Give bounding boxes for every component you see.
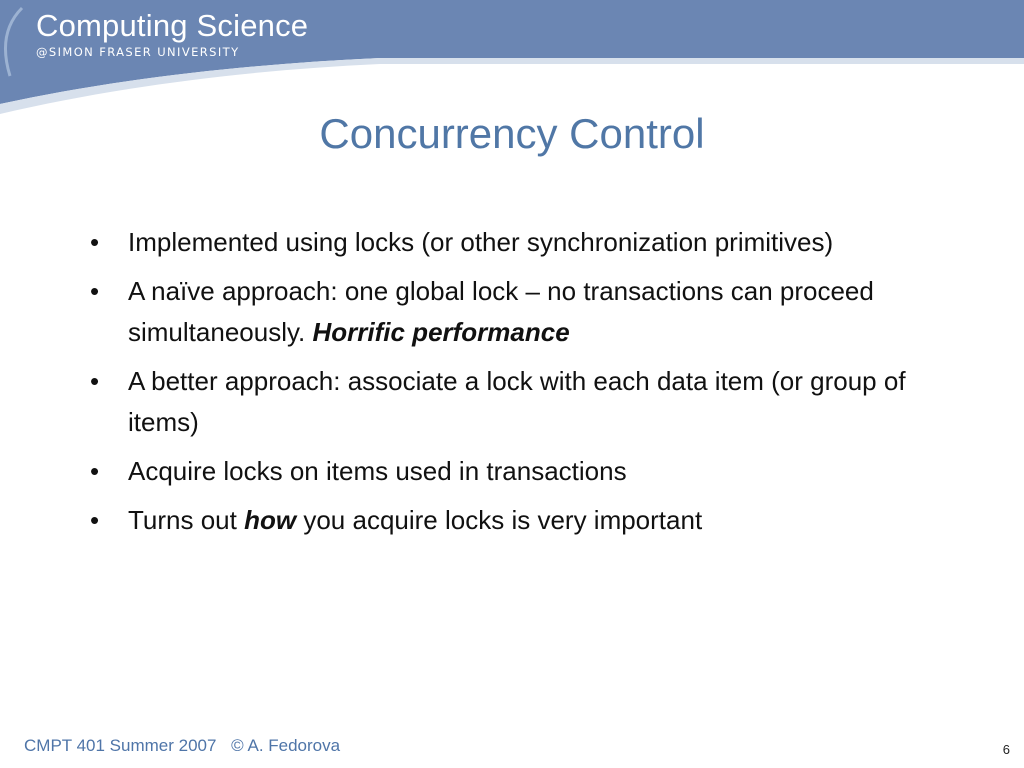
brand-subtitle: @SIMON FRASER UNIVERSITY xyxy=(36,45,240,59)
bullet-marker: • xyxy=(90,505,100,535)
bullet-text-post: you acquire locks is very important xyxy=(303,505,703,535)
bullet-item xyxy=(88,500,908,541)
brand-logo xyxy=(36,8,308,60)
bullet-marker: • xyxy=(90,456,100,486)
footer-copyright: © A. Fedorova xyxy=(231,736,341,755)
bullet-text: A better approach: associate a lock with each data item (or group of items) xyxy=(128,366,906,437)
bullet-list xyxy=(88,222,908,549)
bullet-emphasis: Horrific performance xyxy=(312,317,570,347)
bullet-emphasis: how xyxy=(244,505,297,535)
footer xyxy=(24,736,350,756)
bullet-item xyxy=(88,271,908,353)
bullet-text: Implemented using locks (or other synchronization primitives) xyxy=(128,227,834,257)
footer-course: CMPT 401 Summer 2007 xyxy=(24,736,217,755)
bullet-text-pre: Turns out xyxy=(128,505,237,535)
bullet-marker: • xyxy=(90,366,100,396)
bullet-item xyxy=(88,361,908,443)
slide-title: Concurrency Control xyxy=(319,110,705,157)
bullet-item xyxy=(88,222,908,263)
bullet-item xyxy=(88,451,908,492)
bullet-text: A naïve approach: one global lock – no transactions can proceed simultaneously. xyxy=(128,276,874,347)
brand-title: Computing Science xyxy=(36,8,309,43)
page-number: 6 xyxy=(1002,742,1010,757)
bullet-text: Acquire locks on items used in transactions xyxy=(128,456,627,486)
bullet-marker: • xyxy=(90,227,100,257)
bullet-marker: • xyxy=(90,276,100,306)
